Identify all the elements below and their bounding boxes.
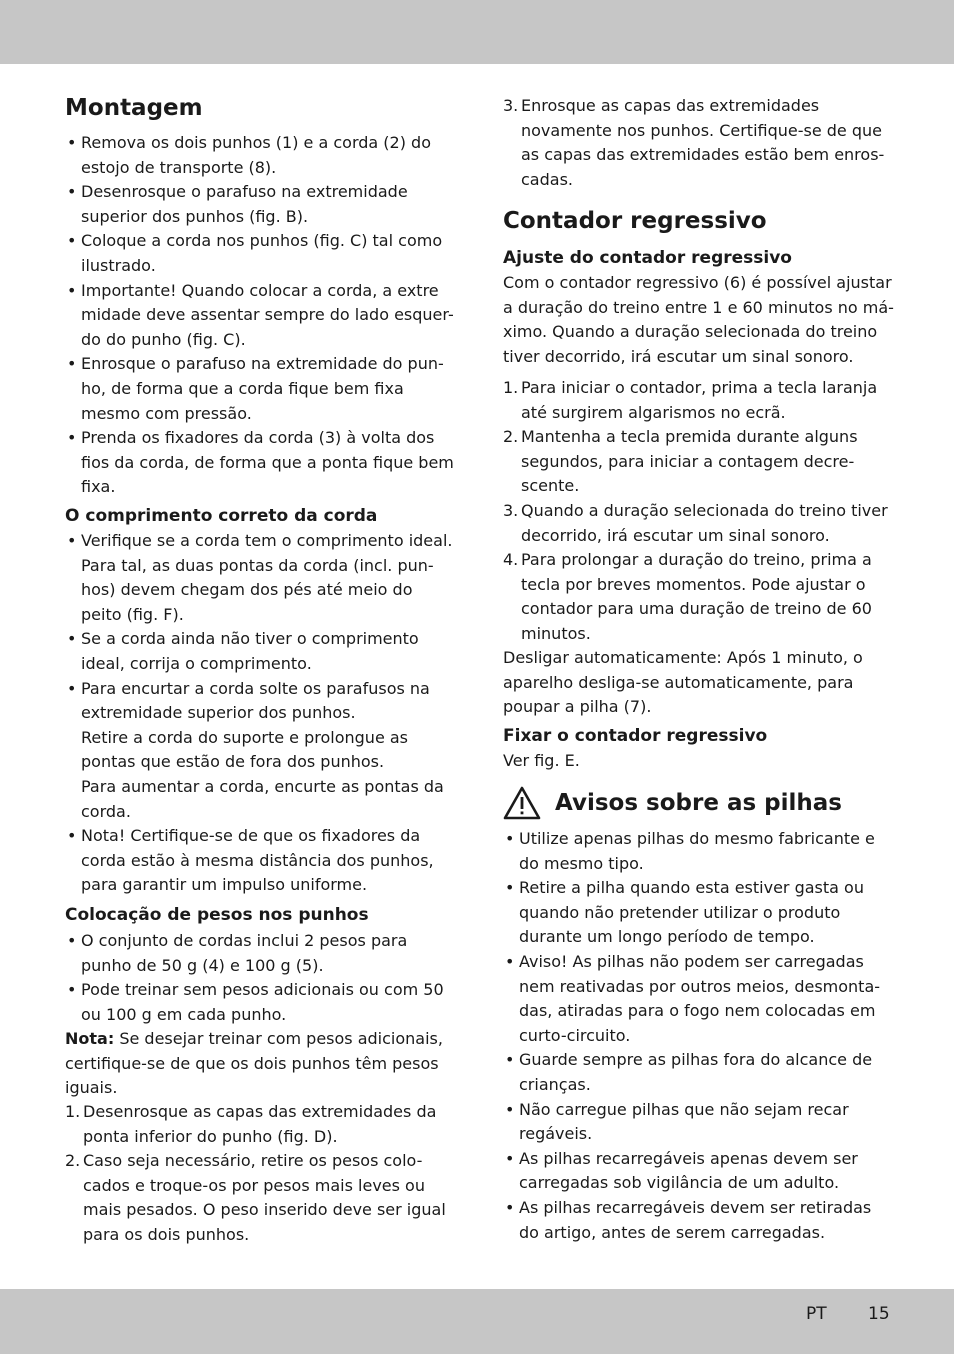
comprimento-list (65, 529, 455, 898)
step-number: 3. (503, 96, 519, 115)
pesos-steps (65, 1100, 455, 1248)
avisos-heading: Avisos sobre as pilhas (555, 790, 842, 816)
list-item: • Aviso! As pilhas não podem ser carregadas nem reativadas por outros meios, desmonta-das, atiradas para o fogo nem colocadas em curto-circuito. (503, 950, 895, 1048)
list-item: • Nota! Certifique-se de que os fixadores da corda estão à mesma distância dos punhos, para garantir um impulso uniforme. (65, 824, 455, 898)
comprimento-heading: O comprimento correto da corda (65, 506, 378, 526)
list-item-continuation: Para aumentar a corda, encurte as pontas da corda. (81, 776, 444, 821)
ajuste-paragraph: Com o contador regressivo (6) é possível ajustar a duração do treino entre 1 e 60 minutos no má-ximo. Quando a duração selecionada do treino tiver decorrido, irá escutar um sinal sonoro. (503, 273, 894, 366)
step-number: 4. (503, 550, 519, 570)
header-band (0, 0, 954, 64)
step-number: 1. (503, 378, 519, 397)
step-item (503, 548, 895, 646)
step-item (65, 1149, 455, 1247)
list-item: • As pilhas recarregáveis apenas devem ser carregadas sob vigilância de um adulto. (503, 1147, 895, 1196)
avisos-heading-row (503, 786, 842, 820)
warning-triangle-icon (503, 786, 541, 820)
contador-steps (503, 376, 895, 647)
step-text: Desenrosque as capas das extremidades da ponta inferior do punho (fig. D). (83, 1102, 437, 1146)
pesos-steps-continued (503, 94, 895, 192)
step-number: 2. (503, 427, 519, 447)
list-item: • Coloque a corda nos punhos (fig. C) tal como ilustrado. (65, 229, 455, 278)
list-item: • Desenrosque o parafuso na extremidade superior dos punhos (fig. B). (65, 180, 455, 229)
step-item (65, 1100, 455, 1149)
list-item: • Importante! Quando colocar a corda, a extre midade deve assentar sempre do lado esquer-do do punho (fig. C). (65, 279, 455, 353)
auto-off-paragraph: Desligar automaticamente: Após 1 minuto, o aparelho desliga-se automaticamente, para poupar a pilha (7). (503, 648, 863, 717)
step-text: Enrosque as capas das extremidades novamente nos punhos. Certifique-se de que as capas das extremidades estão bem enros-cadas. (521, 96, 885, 189)
note-text: Se desejar treinar com pesos adicionais, certifique-se de que os dois punhos têm pesos iguais. (65, 1029, 443, 1098)
step-text: Para prolongar a duração do treino, prima a tecla por breves momentos. Pode ajustar o contador para uma duração de treino de 60 minutos. (521, 550, 872, 643)
step-item (503, 425, 895, 499)
list-item: • Remova os dois punhos (1) e a corda (2) do estojo de transporte (8). (65, 131, 455, 180)
step-number: 2. (65, 1151, 81, 1171)
list-item: • Enrosque o parafuso na extremidade do pun-ho, de forma que a corda fique bem fixa mesmo com pressão. (65, 352, 455, 426)
list-item: • Se a corda ainda não tiver o comprimento ideal, corrija o comprimento. (65, 627, 455, 676)
footer-language: PT (806, 1304, 827, 1324)
list-item-text: Para encurtar a corda solte os parafusos na extremidade superior dos punhos. (81, 678, 430, 723)
ajuste-heading: Ajuste do contador regressivo (503, 248, 792, 268)
contador-heading: Contador regressivo (503, 208, 767, 234)
list-item: • Guarde sempre as pilhas fora do alcance de crianças. (503, 1048, 895, 1097)
list-item-continuation: Retire a corda do suporte e prolongue as pontas que estão de fora dos punhos. (81, 727, 409, 772)
step-text: Para iniciar o contador, prima a tecla laranja até surgirem algarismos no ecrã. (521, 378, 878, 422)
fixar-paragraph: Ver fig. E. (503, 751, 580, 770)
montagem-list (65, 131, 455, 500)
list-item: • Prenda os fixadores da corda (3) à volta dos fios da corda, de forma que a ponta fique bem fixa. (65, 426, 455, 500)
step-item (503, 94, 895, 192)
step-number: 1. (65, 1102, 81, 1121)
step-item (503, 499, 895, 548)
step-text: Quando a duração selecionada do treino tiver decorrido, irá escutar um sinal sonoro. (521, 500, 888, 545)
note-label: Nota: (65, 1029, 115, 1048)
step-text: Mantenha a tecla premida durante alguns segundos, para iniciar a contagem decre-scente. (521, 427, 858, 496)
step-item (503, 376, 895, 425)
list-item: • Não carregue pilhas que não sejam recar regáveis. (503, 1098, 895, 1147)
page-number: 15 (868, 1304, 890, 1324)
step-number: 3. (503, 500, 519, 520)
pesos-heading: Colocação de pesos nos punhos (65, 905, 369, 925)
montagem-heading: Montagem (65, 95, 203, 121)
step-text: Caso seja necessário, retire os pesos colo-cados e troque-os por pesos mais leves ou mais pesados. O peso inserido deve ser igual para os dois punhos. (83, 1151, 446, 1244)
list-item: • O conjunto de cordas inclui 2 pesos para punho de 50 g (4) e 100 g (5). (65, 929, 455, 978)
list-item: • Pode treinar sem pesos adicionais ou com 50 ou 100 g em cada punho. (65, 978, 455, 1027)
list-item: • Utilize apenas pilhas do mesmo fabricante e do mesmo tipo. (503, 827, 895, 876)
avisos-list (503, 827, 895, 1245)
list-item (65, 677, 455, 726)
list-item: • Verifique se a corda tem o comprimento ideal. Para tal, as duas pontas da corda (incl. pun-hos) devem chegam dos pés até meio do peito (fig. F). (65, 529, 455, 627)
fixar-heading: Fixar o contador regressivo (503, 726, 768, 746)
pesos-note (65, 1027, 455, 1101)
list-item: • As pilhas recarregáveis devem ser retiradas do artigo, antes de serem carregadas. (503, 1196, 895, 1245)
list-item: • Retire a pilha quando esta estiver gasta ou quando não pretender utilizar o produto durante um longo período de tempo. (503, 876, 895, 950)
pesos-list (65, 929, 455, 1027)
